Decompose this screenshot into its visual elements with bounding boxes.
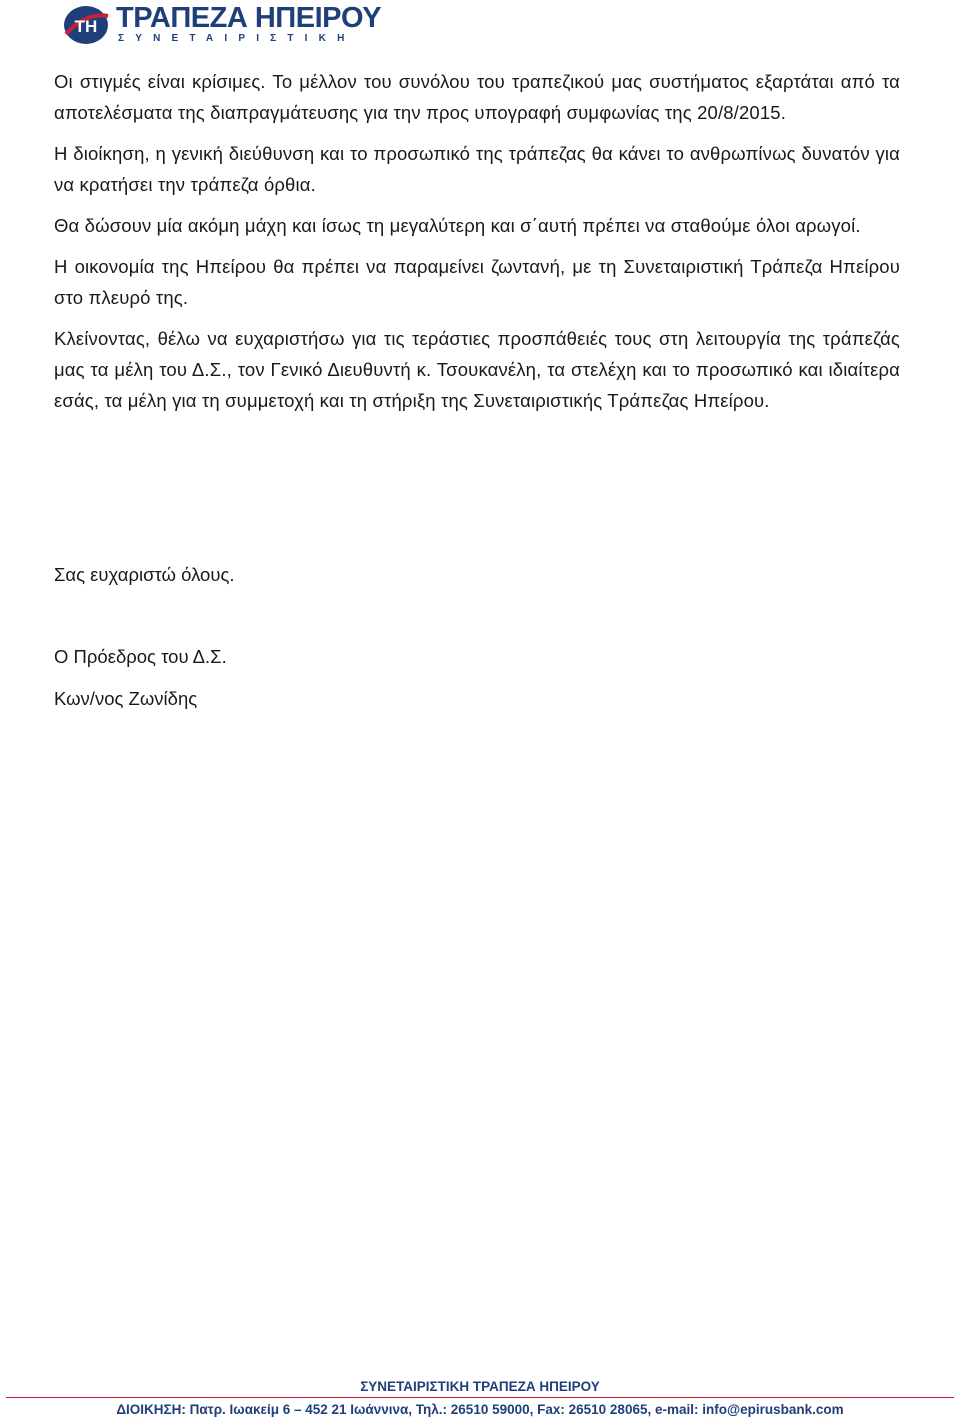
signature-name: Κων/νος Ζωνίδης	[54, 688, 198, 709]
paragraph-1: Οι στιγμές είναι κρίσιμες. Το μέλλον του συνόλου του τραπεζικού μας συστήματος εξαρτάται από τα αποτελέσματα της διαπραγμάτευσης για την προς υπογραφή συμφωνίας της 20/8/2015.	[54, 71, 900, 123]
footer-address: ΔΙΟΙΚΗΣΗ: Πατρ. Ιωακείμ 6 – 452 21 Ιωάννινα, Τηλ.: 26510 59000, Fax: 26510 28065, e-mail: info@epirusbank.com	[116, 1402, 844, 1417]
signature-title: Ο Πρόεδρος του Δ.Σ.	[54, 646, 227, 667]
paragraph-2: Η διοίκηση, η γενική διεύθυνση και το προσωπικό της τράπεζας θα κάνει το ανθρωπίνως δυνατόν για να κρατήσει την τράπεζα όρθια.	[54, 143, 900, 195]
paragraph-3: Θα δώσουν μία ακόμη μάχη και ίσως τη μεγαλύτερη και σ΄αυτή πρέπει να σταθούμε όλοι αρωγοί.	[54, 215, 861, 236]
footer-divider	[6, 1397, 954, 1398]
bank-name-logo-text: ΤΡΑΠΕΖΑ ΗΠΕΙΡΟΥ	[116, 2, 382, 34]
letterhead-logo	[62, 2, 382, 48]
letter-body	[54, 66, 900, 416]
bank-subtitle-logo-text: ΣΥΝΕΤΑΙΡΙΣΤΙΚΗ	[118, 33, 356, 44]
closing-thanks: Σας ευχαριστώ όλους.	[54, 564, 235, 585]
footer-bank-name: ΣΥΝΕΤΑΙΡΙΣΤΙΚΗ ΤΡΑΠΕΖΑ ΗΠΕΙΡΟΥ	[360, 1379, 600, 1394]
epirus-bank-logo-icon	[62, 4, 110, 46]
logo-mark-letters: ΤΗ	[74, 17, 98, 36]
paragraph-4: Η οικονομία της Ηπείρου θα πρέπει να παραμείνει ζωντανή, με τη Συνεταιριστική Τράπεζα Ηπείρου στο πλευρό της.	[54, 256, 900, 308]
paragraph-5: Κλείνοντας, θέλω να ευχαριστήσω για τις τεράστιες προσπάθειές τους στη λειτουργία της τράπεζάς μας τα μέλη του Δ.Σ., τον Γενικό Διευθυντή κ. Τσουκανέλη, τα στελέχη και το προσωπικό και ιδιαίτερα εσάς, τα μέλη για τη συμμετοχή και τη στήριξη της Συνεταιριστικής Τράπεζας Ηπείρου.	[54, 328, 900, 411]
